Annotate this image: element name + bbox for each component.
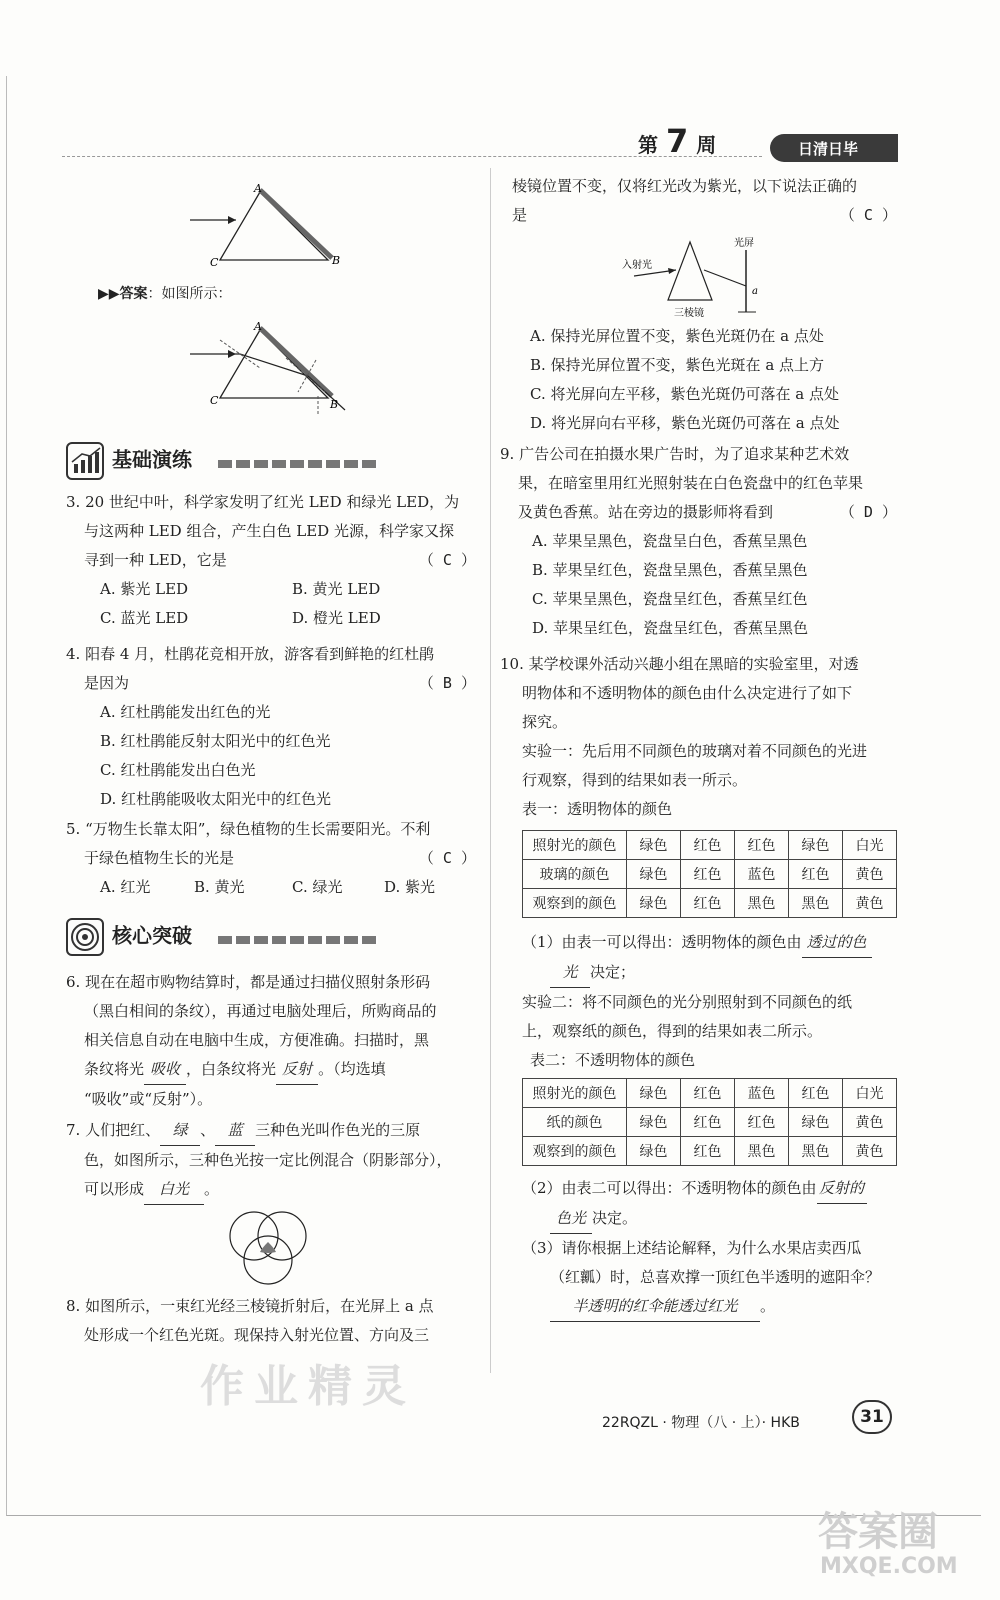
svg-text:三棱镜: 三棱镜 — [674, 308, 704, 319]
three-color-venn — [218, 1206, 318, 1290]
bar-chart-icon — [66, 442, 104, 480]
q3-option-c: C. 蓝光 LED — [100, 609, 189, 627]
week-label: 第 7 周 — [638, 122, 717, 160]
prism-figure-1 — [180, 180, 360, 270]
svg-text:a: a — [752, 286, 758, 297]
section-bar-1 — [218, 460, 378, 468]
table-cell: 红色 — [681, 860, 735, 889]
q7-answer-3: 白光 — [144, 1175, 204, 1205]
table-cell: 绿色 — [627, 1137, 681, 1166]
q4-option-b: B. 红杜鹃能反射太阳光中的红色光 — [100, 732, 331, 750]
table-cell: 红色 — [681, 831, 735, 860]
prism-screen-figure — [620, 236, 780, 326]
q8-option-d: D. 将光屏向右平移，紫色光斑仍可落在 a 点处 — [530, 414, 840, 432]
table-cell: 绿色 — [789, 831, 843, 860]
q9-option-b: B. 苹果呈红色，瓷盘呈黑色，香蕉呈黑色 — [532, 561, 808, 579]
footer-code: 22RQZL · 物理（八 · 上）· HKB — [602, 1415, 800, 1431]
table-row — [523, 1108, 897, 1137]
watermark-url: MXQE.COM — [820, 1554, 958, 1579]
q10-part-2: （2）由表二可以得出：不透明物体的颜色由 反射的 色光 决定。 （3）请你根据上述结论解释，为什么水果店卖西瓜 （红瓤）时，总喜欢撑一顶红色半透明的遮阳伞？ 半透明的红伞能透过红光 。 — [522, 1174, 900, 1322]
row-header-cell: 观察到的颜色 — [523, 1137, 627, 1166]
table2-title: 表二：不透明物体的颜色 — [530, 1051, 696, 1069]
section-basic-practice: 基础演练 — [66, 442, 192, 480]
table-cell: 绿色 — [627, 831, 681, 860]
table-row — [523, 831, 897, 860]
svg-text:C: C — [210, 256, 219, 269]
answer-line: ▶▶答案：如图所示： — [98, 286, 232, 302]
table-row — [523, 1079, 897, 1108]
svg-text:入射光: 入射光 — [622, 260, 652, 271]
table-cell: 黑色 — [735, 889, 789, 918]
banner: 日清日毕 — [770, 134, 898, 162]
table-cell: 蓝色 — [735, 860, 789, 889]
q3-option-b: B. 黄光 LED — [292, 580, 381, 598]
question-8-continued: 棱镜位置不变，仅将红光改为紫光，以下说法正确的 是 （ C ） — [512, 177, 897, 224]
question-8-options — [530, 322, 890, 438]
svg-text:B: B — [330, 398, 339, 411]
question-3: 3. 20 世纪中叶，科学家发明了红光 LED 和绿光 LED，为 与这两种 LED 组合，产生白色 LED 光源，科学家又探 寻到一种 LED，它是 （ C ） A. 紫光 LED B. 黄光 LED C. 蓝光 LED D. 橙光 LED — [66, 488, 476, 633]
question-6: 6. 现在在超市购物结算时，都是通过扫描仪照射条形码 （黑白相间的条纹），再通过电脑处理后，所购商品的 相关信息自动在电脑中生成，方便准确。扫描时，黑 条纹将光 吸收 ，白条纹将光 反射 。（均选填 “吸收”或“反射”）。 — [66, 973, 437, 1108]
section-core-breakthrough: 核心突破 — [66, 918, 192, 956]
table-cell: 红色 — [735, 1108, 789, 1137]
q6-answer-1: 吸收 — [144, 1055, 186, 1085]
svg-text:B: B — [332, 254, 341, 267]
q9-option-a: A. 苹果呈黑色，瓷盘呈白色，香蕉呈黑色 — [532, 532, 808, 550]
table-cell: 黑色 — [789, 1137, 843, 1166]
table-cell: 绿色 — [627, 889, 681, 918]
q7-answer-1: 绿 — [160, 1116, 200, 1146]
row-header-cell: 照射光的颜色 — [523, 831, 627, 860]
question-8: 8. 如图所示，一束红光经三棱镜折射后，在光屏上 a 点 处形成一个红色光斑。现保持入射光位置、方向及三 — [66, 1297, 434, 1344]
watermark-bottom: 作业精灵 — [200, 1361, 416, 1412]
table-cell: 红色 — [681, 1108, 735, 1137]
table-cell: 红色 — [735, 831, 789, 860]
question-4: 4. 阳春 4 月，杜鹃花竞相开放，游客看到鲜艳的红杜鹃 是因为 （ B ） A. 红杜鹃能发出红色的光 B. 红杜鹃能反射太阳光中的红色光 C. 红杜鹃能发出白色光 D. 红杜鹃能吸收太阳光中的红色光 — [66, 640, 476, 814]
q10-part-1: （1）由表一可以得出：透明物体的颜色由 透过的色 光 决定； 实验二：将不同颜色的光分别照射到不同颜色的纸 上，观察纸的颜色，得到的结果如表二所示。 表二：不透明物体的颜色 — [522, 928, 900, 1075]
table1-title: 表一：透明物体的颜色 — [522, 800, 673, 818]
table-cell: 红色 — [681, 889, 735, 918]
row-header-cell: 照射光的颜色 — [523, 1079, 627, 1108]
q8-option-a: A. 保持光屏位置不变，紫色光斑仍在 a 点处 — [530, 327, 824, 345]
q5-option-c: C. 绿光 — [292, 878, 343, 896]
svg-text:C: C — [210, 394, 219, 407]
table-cell: 蓝色 — [735, 1079, 789, 1108]
q5-option-d: D. 紫光 — [384, 878, 436, 896]
table-cell: 红色 — [789, 1079, 843, 1108]
table-row — [523, 889, 897, 918]
table-cell: 绿色 — [627, 860, 681, 889]
q6-answer-2: 反射 — [276, 1055, 318, 1085]
table-cell: 黄色 — [843, 889, 897, 918]
q4-option-c: C. 红杜鹃能发出白色光 — [100, 761, 256, 779]
table-row — [523, 1137, 897, 1166]
table-cell: 红色 — [789, 860, 843, 889]
table-cell: 红色 — [681, 1137, 735, 1166]
svg-text:A: A — [254, 320, 262, 333]
table-cell: 绿色 — [789, 1108, 843, 1137]
table-cell: 红色 — [681, 1079, 735, 1108]
table-cell: 黑色 — [735, 1137, 789, 1166]
question-5: 5. “万物生长靠太阳”，绿色植物的生长需要阳光。不利 于绿色植物生长的光是 （ C ） A. 红光 B. 黄光 C. 绿光 D. 紫光 — [66, 815, 476, 902]
row-header-cell: 纸的颜色 — [523, 1108, 627, 1137]
question-10: 10. 某学校课外活动兴趣小组在黑暗的实验室里，对透 明物体和不透明物体的颜色由什么决定进行了如下 探究。 实验一：先后用不同颜色的玻璃对着不同颜色的光进 行观察，得到的结果如表一所示。 表一：透明物体的颜色 — [500, 650, 897, 824]
table-cell: 黄色 — [843, 1108, 897, 1137]
q3-option-d: D. 橙光 LED — [292, 609, 381, 627]
watermark-corner: 答案圈 — [818, 1509, 938, 1555]
q4-option-a: A. 红杜鹃能发出红色的光 — [100, 703, 271, 721]
q7-answer-2: 蓝 — [215, 1116, 255, 1146]
column-divider — [490, 168, 491, 1373]
table-cell: 黑色 — [789, 889, 843, 918]
table-cell: 绿色 — [627, 1079, 681, 1108]
row-header-cell: 观察到的颜色 — [523, 889, 627, 918]
question-7: 7. 人们把红、 绿 、 蓝 三种色光叫作色光的三原 色，如图所示，三种色光按一定比例混合（阴影部分）， 可以形成 白光 。 — [66, 1116, 476, 1205]
prism-figure-answer — [180, 318, 360, 418]
target-icon — [66, 918, 104, 956]
q9-option-c: C. 苹果呈黑色，瓷盘呈红色，香蕉呈红色 — [532, 590, 808, 608]
svg-text:光屏: 光屏 — [734, 238, 754, 249]
q5-option-a: A. 红光 — [100, 878, 151, 896]
page-number: 31 — [852, 1400, 892, 1434]
q5-option-b: B. 黄光 — [194, 878, 245, 896]
table-cell: 黄色 — [843, 860, 897, 889]
q3-option-a: A. 紫光 LED — [100, 580, 189, 598]
q10-answer-3: 半透明的红伞能透过红光 — [550, 1292, 760, 1322]
header-divider — [62, 156, 762, 157]
svg-text:A: A — [254, 182, 262, 195]
q4-option-d: D. 红杜鹃能吸收太阳光中的红色光 — [100, 790, 332, 808]
table-cell: 白光 — [843, 831, 897, 860]
table-transparent-objects — [522, 830, 897, 918]
q9-option-d: D. 苹果呈红色，瓷盘呈红色，香蕉呈黑色 — [532, 619, 809, 637]
table-row — [523, 860, 897, 889]
table-cell: 绿色 — [627, 1108, 681, 1137]
row-header-cell: 玻璃的颜色 — [523, 860, 627, 889]
table-opaque-objects — [522, 1078, 897, 1166]
section-bar-2 — [218, 936, 378, 944]
table-cell: 黄色 — [843, 1137, 897, 1166]
table-cell: 白光 — [843, 1079, 897, 1108]
q8-option-c: C. 将光屏向左平移，紫色光斑仍可落在 a 点处 — [530, 385, 839, 403]
q8-option-b: B. 保持光屏位置不变，紫色光斑在 a 点上方 — [530, 356, 825, 374]
question-9: 9. 广告公司在拍摄水果广告时，为了追求某种艺术效 果，在暗室里用红光照射装在白色瓷盘中的红色苹果 及黄色香蕉。站在旁边的摄影师将看到 （ D ） A. 苹果呈黑色，瓷盘呈白色，香蕉呈黑色 B. 苹果呈红色，瓷盘呈黑色，香蕉呈黑色 C. 苹果呈黑色，瓷盘呈红色，香蕉呈红色 D. 苹果呈红色，瓷盘呈红色，香蕉呈黑色 — [500, 440, 897, 643]
